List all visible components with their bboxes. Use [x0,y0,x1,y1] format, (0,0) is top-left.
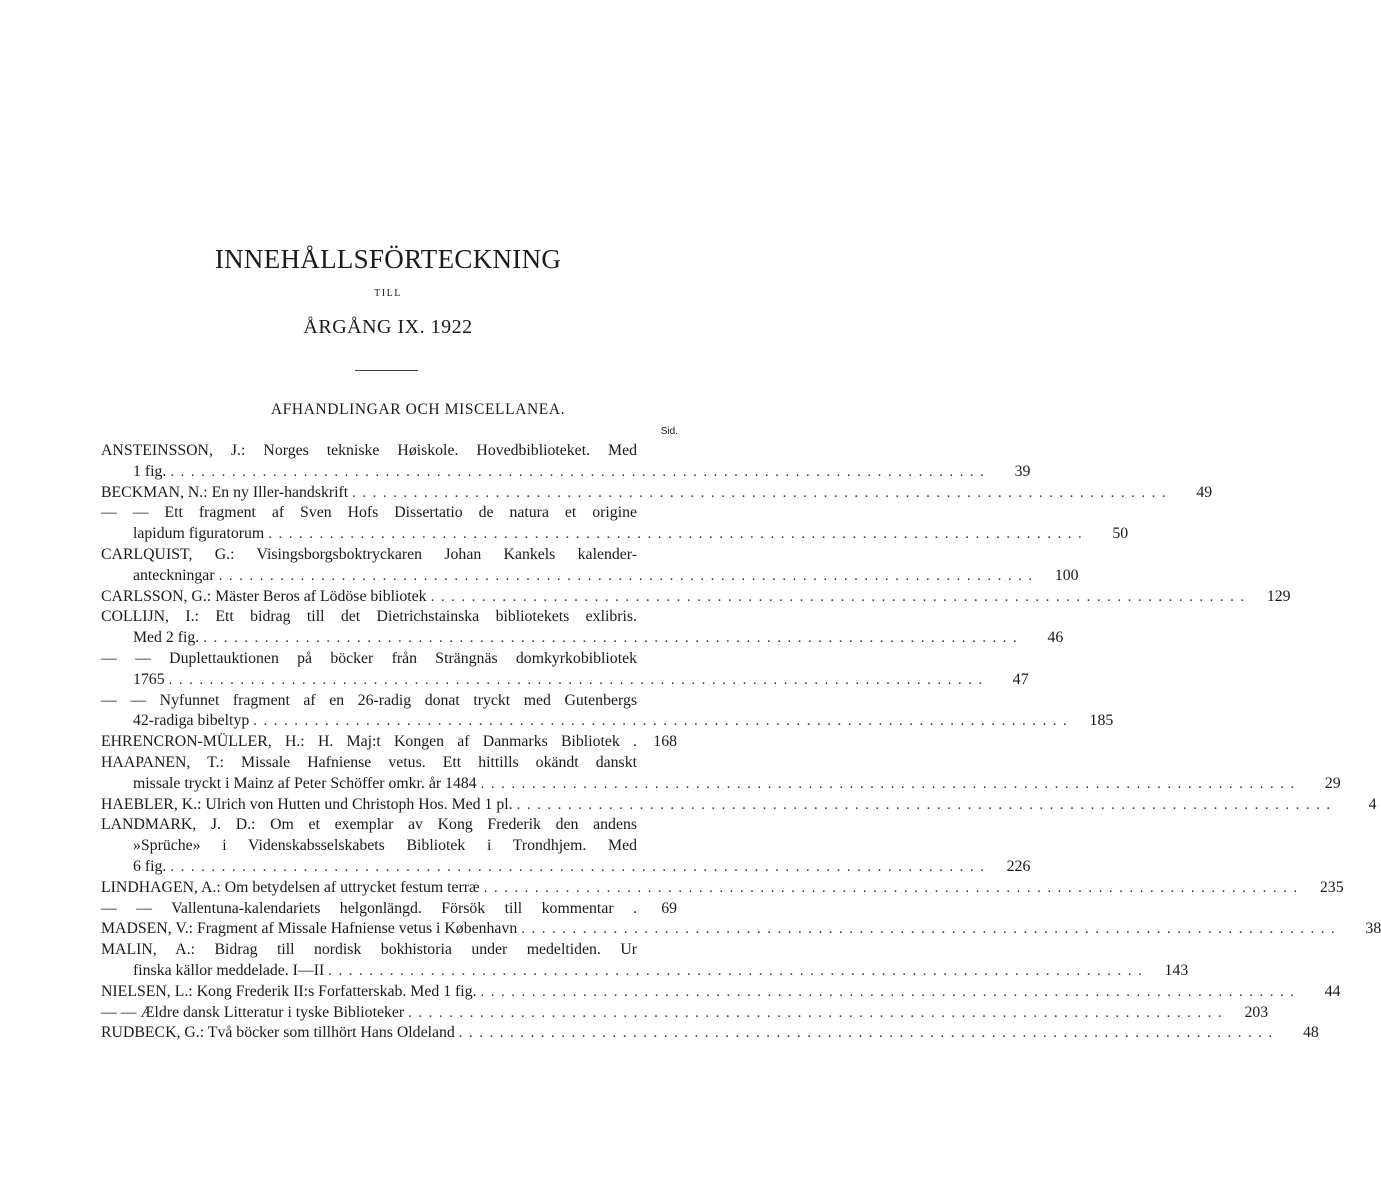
toc-page: 185 [1089,712,1114,730]
toc-line [101,462,1031,483]
toc-text: 1 fig. [133,462,167,480]
toc-text: COLLIJN, I.: Ett bidrag till det Dietrichstainska bibliotekets exlibris. [101,608,637,626]
toc-page: 46 [1047,629,1064,647]
toc-page: 100 [1054,566,1079,584]
toc-page: 39 [1014,462,1031,480]
toc-line [101,649,677,670]
toc-line [101,691,677,712]
toc-text: anteckningar [133,566,215,584]
toc-text: HAEBLER, K.: Ulrich von Hutten und Christoph Hos. Med 1 pl. [101,795,513,813]
toc-text: missale tryckt i Mainz af Peter Schöffer omkr. år 1484 [133,774,477,792]
toc-page: 168 [653,733,677,751]
toc-line [101,607,677,628]
toc-page: 44 [1324,982,1341,1000]
toc-line [101,795,1377,816]
leader-dots: ................................................................................ [253,713,1074,730]
toc-text: LINDHAGEN, A.: Om betydelsen af uttrycket festum terræ [101,878,480,896]
toc-text: lapidum figuratorum [133,525,265,543]
toc-line [101,628,1064,649]
toc-page: 4 [1368,795,1377,813]
toc-text: LANDMARK, J. D.: Om et exemplar av Kong Frederik den andens [101,816,637,834]
toc-line [101,774,1341,795]
toc-text: MADSEN, V.: Fragment af Missale Hafniense vetus i København [101,920,518,938]
toc-line [101,857,1031,878]
section-heading: AFHANDLINGAR OCH MISCELLANEA. [270,401,566,418]
toc-text: — — Nyfunnet fragment af en 26-radig donat tryckt med Gutenbergs [101,691,637,709]
toc-text: 1765 [133,670,165,688]
toc-line [101,919,1381,940]
toc-line [101,732,677,753]
toc-page: 143 [1164,961,1189,979]
toc-text: Med 2 fig. [133,629,200,647]
toc-page: 69 [661,899,677,917]
toc-page: 235 [1319,878,1344,896]
toc-line [101,878,1344,899]
leader-dots: ................................................................................ [430,588,1251,605]
leader-dots: ................................................................................ [521,921,1342,938]
toc-line [101,982,1341,1003]
leader-dots: ................................................................................ [168,671,989,688]
toc-text: »Sprüche» i Videnskabsselskabets Bibliotek i Trondhjem. Med [133,837,637,855]
toc-line [101,483,1213,504]
leader-dots: ................................................................................ [483,879,1304,896]
page-title: INNEHÅLLSFÖRTECKNING [214,244,562,274]
leader-dots: ................................................................................ [203,630,1024,647]
toc-text: CARLSSON, G.: Mäster Beros af Lödöse bibliotek [101,587,427,605]
toc-line [101,1003,1269,1024]
toc-line [101,940,677,961]
leader-dots: ................................................................................ [480,983,1301,1000]
toc-line [101,441,677,462]
toc-line [101,899,677,920]
toc-text: HAAPANEN, T.: Missale Hafniense vetus. Ett hittills okändt danskt [101,753,637,771]
toc-text: — — Ældre dansk Litteratur i tyske Biblioteker [101,1003,405,1021]
toc-list [101,441,1381,1044]
title-connector: TILL [374,288,402,299]
toc-text: CARLQUIST, G.: Visingsborgsboktryckaren Johan Kankels kalender- [101,545,637,563]
toc-page: 29 [1324,774,1341,792]
toc-text: EHRENCRON-MÜLLER, H.: H. Maj:t Kongen af Danmarks Bibliotek . [101,733,637,751]
leader-dots: ................................................................................ [458,1025,1279,1042]
leader-dots: ................................................................................ [408,1004,1229,1021]
toc-page: 48 [1302,1024,1319,1042]
toc-line [101,1023,1319,1044]
toc-line [101,753,677,774]
toc-page: 38 [1365,920,1381,938]
toc-text: — — Vallentuna-kalendariets helgonlängd. Försök till kommentar . [101,899,637,917]
toc-text: BECKMAN, N.: En ny Iller-handskrift [101,483,349,501]
toc-text: ANSTEINSSON, J.: Norges tekniske Høiskole. Hovedbiblioteket. Med [101,442,637,459]
toc-line [101,670,1029,691]
toc-page: 49 [1196,483,1213,501]
toc-line [101,815,677,836]
toc-page: 47 [1012,670,1029,688]
leader-dots: ................................................................................ [170,858,991,875]
toc-page: 226 [1006,857,1031,875]
leader-dots: ................................................................................ [218,567,1039,584]
toc-line [101,836,677,857]
toc-text: — — Duplettauktionen på böcker från Strängnäs domkyrkobibliotek [101,649,637,667]
leader-dots: ................................................................................ [516,796,1337,813]
toc-page: 50 [1112,525,1129,543]
toc-line [101,711,1114,732]
toc-line [101,587,1291,608]
volume-heading: ÅRGÅNG IX. 1922 [303,316,473,338]
toc-text: — — Ett fragment af Sven Hofs Dissertatio de natura et origine [101,504,637,522]
toc-text: finska källor meddelade. I—II [133,961,325,979]
toc-line [101,566,1079,587]
leader-dots: ................................................................................ [328,962,1149,979]
toc-line [101,503,677,524]
leader-dots: ................................................................................ [480,775,1301,792]
toc-line [101,524,1129,545]
toc-text: 42-radiga bibeltyp [133,712,250,730]
page-column-label: Sid. [660,426,678,437]
toc-text: MALIN, A.: Bidrag till nordisk bokhistoria under medeltiden. Ur [101,941,637,959]
toc-text: RUDBECK, G.: Två böcker som tillhört Hans Oldeland [101,1024,455,1042]
toc-page: 203 [1244,1003,1269,1021]
toc-text: 6 fig. [133,857,167,875]
leader-dots: ................................................................................ [268,526,1089,543]
divider [355,370,418,371]
leader-dots: ................................................................................ [170,463,991,480]
leader-dots: ................................................................................ [352,484,1173,501]
toc-line [101,961,1189,982]
toc-line [101,545,677,566]
toc-text: NIELSEN, L.: Kong Frederik II:s Forfatterskab. Med 1 fig. [101,982,477,1000]
toc-page: 129 [1266,587,1291,605]
